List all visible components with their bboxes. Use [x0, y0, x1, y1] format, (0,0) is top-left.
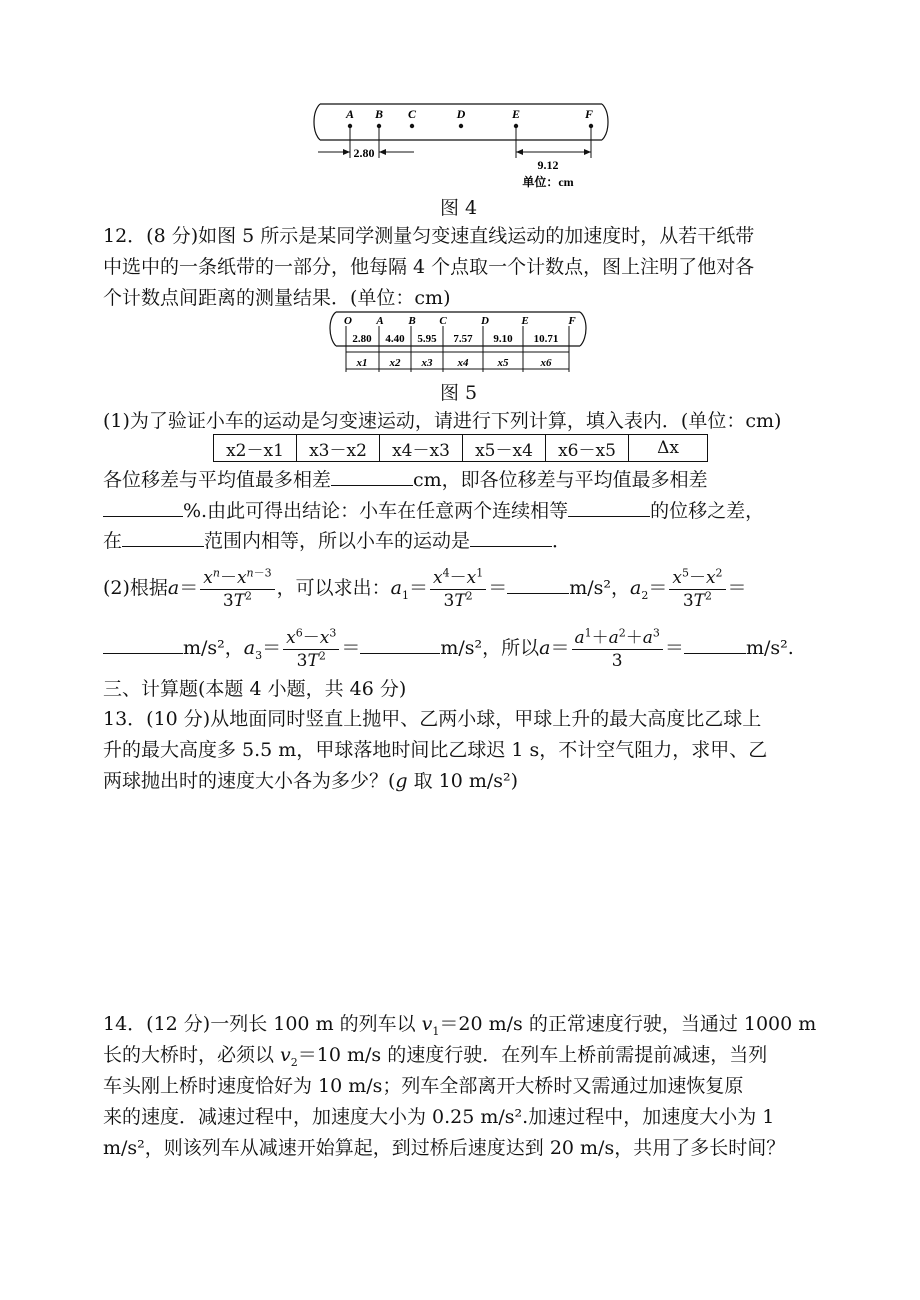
table-header: x3－x2: [297, 435, 380, 462]
fig5-segment-label: x2: [389, 357, 401, 369]
difference-table: [213, 434, 708, 462]
part1-sentence-3: 在 范围内相等，所以小车的运动是 ．: [103, 530, 572, 552]
fig5-point-label: B: [408, 315, 416, 327]
fig5-value: 2.80: [352, 333, 372, 345]
fig4-point-label: E: [511, 107, 521, 121]
table-header: x2－x1: [214, 435, 297, 462]
fig5-segment-label: x1: [356, 357, 368, 369]
q14-line-3: 车头刚上桥时速度恰好为 10 m/s；列车全部离开大桥时又需通过加速恢复原: [103, 1075, 744, 1097]
fig5-point-label: E: [521, 315, 529, 327]
part2-line-2: m/s²，$a_3=$ $\frac{x^6-x^3}{3T^2}$ ＝ m/s²，所以a＝ $\frac{a^1+a^2+a^3}{3}$ ＝ m/s².: [103, 620, 794, 676]
table-header: x4－x3: [380, 435, 463, 462]
fig5-point-label: C: [439, 315, 447, 327]
q12-line-2: 中选中的一条纸带的一部分，他每隔 4 个点取一个计数点，图上注明了他对各: [103, 256, 755, 278]
q14-line-5: m/s²，则该列车从减速开始算起，到过桥后速度达到 20 m/s，共用了多长时间？: [103, 1137, 786, 1159]
fig4-unit: 单位：cm: [522, 175, 574, 189]
fig5-value: 5.95: [417, 333, 437, 345]
answer-blank[interactable]: [568, 498, 650, 517]
fig4-point-label: D: [456, 107, 466, 121]
part1-sentence-1: 各位移差与平均值最多相差 cm，即各位移差与平均值最多相差: [103, 469, 708, 491]
fig4-point-label: C: [407, 107, 417, 121]
fig5-point-label: F: [568, 315, 576, 327]
table-header: Δx: [629, 435, 708, 462]
part1-sentence-2: %.由此可得出结论：小车在任意两个连续相等 的位移之差，: [103, 498, 764, 524]
figure-5-caption: 图 5: [440, 382, 478, 404]
q12-line-1: 12．(8 分)如图 5 所示是某同学测量匀变速直线运动的加速度时，从若干纸带: [103, 225, 755, 247]
answer-blank[interactable]: [103, 635, 183, 654]
answer-blank[interactable]: [122, 528, 204, 547]
fig5-segment-label: x3: [421, 357, 433, 369]
section-3-heading: 三、计算题(本题 4 小题，共 46 分): [103, 678, 407, 700]
q13-line-2: 升的最大高度多 5.5 m，甲球落地时间比乙球迟 1 s，不计空气阻力，求甲、乙: [103, 739, 768, 761]
part1-intro: (1)为了验证小车的运动是匀变速运动，请进行下列计算，填入表内．(单位：cm): [103, 410, 782, 432]
fig4-point-label: A: [345, 107, 355, 121]
answer-blank[interactable]: [507, 575, 569, 594]
fig4-dim-right: 9.12: [537, 158, 559, 172]
fig4-dim-left: 2.80: [353, 146, 375, 160]
fig4-point-label: B: [374, 107, 384, 121]
q14-line-4: 来的速度．减速过程中，加速度大小为 0.25 m/s².加速过程中，加速度大小为 1: [103, 1106, 775, 1128]
table-header: x5－x4: [463, 435, 546, 462]
q14-line-1: 14．(12 分)一列长 100 m 的列车以 $v_1=20$ m/s 的正常速度行驶，当通过 1000 m: [103, 1013, 817, 1038]
q13-line-1: 13．(10 分)从地面同时竖直上抛甲、乙两小球，甲球上升的最大高度比乙球上: [103, 708, 762, 730]
q14-line-2: 长的大桥时，必须以 $v_2=10$ m/s 的速度行驶．在列车上桥前需提前减速，当列: [103, 1044, 768, 1069]
fig5-point-label: A: [376, 315, 384, 327]
answer-blank[interactable]: [103, 498, 183, 517]
fig5-value: 4.40: [385, 333, 405, 345]
part2-line-1: (2)根据a＝ $\frac{x^n-x^{n-3}}{3T^2}$ ，可以求出：$a_1=$ $\frac{x^4-x^1}{3T^2}$ ＝ m/s²，$a_2=$ $\frac{x^5-x^2}{3T^2}$ ＝: [103, 565, 747, 611]
fig5-segment-label: x4: [457, 357, 469, 369]
table-header: x6－x5: [546, 435, 629, 462]
fig5-point-label: D: [481, 315, 489, 327]
figure-5-tape-diagram: [322, 308, 592, 380]
answer-blank[interactable]: [331, 467, 413, 486]
answer-blank[interactable]: [684, 635, 746, 654]
q13-line-3: 两球抛出时的速度大小各为多少？(g 取 10 m/s²): [103, 770, 519, 792]
fig5-value: 7.57: [453, 333, 473, 345]
figure-4-caption: 图 4: [440, 197, 478, 219]
fig5-segment-label: x5: [497, 357, 509, 369]
fig5-value: 10.71: [533, 333, 559, 345]
fig4-point-label: F: [584, 107, 594, 121]
fig5-segment-label: x6: [540, 357, 552, 369]
answer-blank[interactable]: [360, 635, 440, 654]
q12-line-3: 个计数点间距离的测量结果．(单位：cm): [103, 287, 451, 309]
fig5-value: 9.10: [493, 333, 513, 345]
figure-4-tape-diagram: [310, 98, 610, 190]
fig5-point-label: O: [344, 315, 352, 327]
answer-blank[interactable]: [470, 528, 552, 547]
